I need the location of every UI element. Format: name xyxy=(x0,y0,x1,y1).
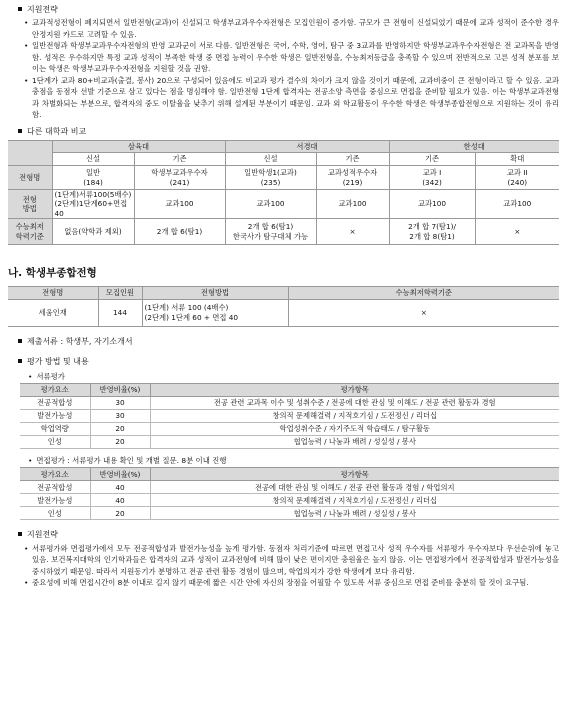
section-title: 나. 학생부종합전형 xyxy=(8,267,97,280)
table-cell: 인성 xyxy=(20,507,90,520)
compare-heading: 다른 대학과 비교 xyxy=(18,126,559,138)
column-header: 수능최저학력기준 xyxy=(288,286,559,299)
list-item: • 교과적성전형이 폐지되면서 일반전형(교과)이 신설되고 학생부교과우수자전형은 모집인원이 증가함. 규모가 큰 전형이 신설되었기 때문에 교과 성적이 준수한 경우 안정지원 카드로 고려할 수 있음. xyxy=(24,17,559,40)
evaluation-heading: 평가 방법 및 내용 xyxy=(18,356,559,368)
comparison-table xyxy=(8,140,559,245)
table-cell: 교과100 xyxy=(134,190,225,219)
doc-eval-table xyxy=(20,383,559,449)
university-header: 한성대 xyxy=(389,141,559,153)
strategy-list xyxy=(8,17,559,120)
table-cell: 교과100 xyxy=(316,190,389,219)
table-row xyxy=(20,494,559,507)
table-cell: 2개 합 7(탐1)/ 2개 합 8(탐1) xyxy=(389,219,475,245)
list-item: • 서류평가와 면접평가에서 모두 전공적합성과 발전가능성을 높게 평가함. 동점자 처리기준에 따르면 면접고사 성적 우수자를 서류평가 우수자보다 우선순위에 놓고 있음. 보건복지대학의 인기학과들은 합격자의 교과 성적이 교과전형에 비해 많이 낮은 편이지만 충원율은 높지 않음. 이는 면접평가에서 전공적합성과 발전가능성을 중시하였기 때문임. 따라서 지원동기가 분명하고 전공 관련 활동 경험이 많으며, 학업의지가 강한 학생에게 보다 유리함. xyxy=(24,543,559,577)
interview-eval-label: • 면접평가 : 서류평가 내용 확인 및 개별 질문. 8분 이내 진행 xyxy=(28,455,559,466)
table-cell: 전공적합성 xyxy=(20,481,90,494)
university-header: 서경대 xyxy=(225,141,389,153)
table-cell: 교과 II (240) xyxy=(475,166,559,190)
square-bullet-icon xyxy=(18,7,22,11)
subtype-header: 신설 xyxy=(225,153,316,166)
table-cell: 2개 합 6(탐1) xyxy=(134,219,225,245)
table-cell: 30 xyxy=(90,396,150,409)
subtype-header: 신설 xyxy=(52,153,134,166)
column-header: 평가항목 xyxy=(150,468,559,481)
table-cell: 학업성취수준 / 자기주도적 학습태도 / 탐구활동 xyxy=(150,422,559,435)
table-cell: 일반 (184) xyxy=(52,166,134,190)
table-cell: 20 xyxy=(90,422,150,435)
list-item: • 중요성에 비해 면접시간이 8분 이내로 길지 않기 때문에 짧은 시간 안에 자신의 장점을 어필할 수 있도록 서류 중심으로 면접 준비를 충분히 할 것이 요구됨. xyxy=(24,577,559,588)
table-row xyxy=(8,219,559,245)
table-cell: 세움인재 xyxy=(8,299,98,326)
table-cell: 교과100 xyxy=(475,190,559,219)
table-row xyxy=(20,422,559,435)
docs-heading: 제출서류 : 학생부, 자기소개서 xyxy=(18,336,559,348)
list-item: • 일반전형과 학생부교과우수자전형의 반영 교과군이 서로 다름. 일반전형은 국어, 수학, 영어, 탐구 중 3교과를 반영하지만 학생부교과우수자전형은 전 교과목을 반영함. 성적은 우수하지만 특정 교과 성적이 부족한 학생 중 면접 능력이 우수한 학생은 일반전형을, 수능최저등급을 충족할 수 있으며 전반적으로 고른 성적 분포를 보이는 학생은 학생부교과우수자전형을 지원할 것을 권함. xyxy=(24,40,559,74)
strategy-heading: 지원전략 xyxy=(18,4,559,16)
strategy2-heading: 지원전략 xyxy=(18,529,559,541)
row-label: 수능최저 학력기준 xyxy=(8,219,52,245)
table-cell xyxy=(8,141,52,166)
table-cell: 144 xyxy=(98,299,142,326)
table-cell: 인성 xyxy=(20,435,90,448)
table-cell: × xyxy=(475,219,559,245)
table-cell: 20 xyxy=(90,435,150,448)
doc-eval-label: • 서류평가 xyxy=(28,371,559,382)
column-header: 평가요소 xyxy=(20,383,90,396)
table-cell: 창의적 문제해결력 / 지적호기심 / 도전정신 / 리더십 xyxy=(150,409,559,422)
table-cell: 2개 합 6(탐1) 한국사가 탐구대체 가능 xyxy=(225,219,316,245)
square-bullet-icon xyxy=(18,359,22,363)
table-row xyxy=(8,190,559,219)
row-label: 전형명 xyxy=(8,166,52,190)
subtype-header: 기존 xyxy=(389,153,475,166)
table-row xyxy=(20,481,559,494)
column-header: 전형명 xyxy=(8,286,98,299)
subtype-header: 기존 xyxy=(134,153,225,166)
table-cell: 40 xyxy=(90,481,150,494)
table-cell: 창의적 문제해결력 / 지적호기심 / 도전정신 / 리더십 xyxy=(150,494,559,507)
table-cell: 교과 I (342) xyxy=(389,166,475,190)
table-cell: 발전가능성 xyxy=(20,494,90,507)
table-cell: (1단계)서류100(5배수) (2단계)1단계60+면접40 xyxy=(52,190,134,219)
column-header: 모집인원 xyxy=(98,286,142,299)
table-cell: (1단계) 서류 100 (4배수) (2단계) 1단계 60 + 면접 40 xyxy=(142,299,288,326)
table-row xyxy=(8,166,559,190)
table-cell: 발전가능성 xyxy=(20,409,90,422)
column-header: 평가요소 xyxy=(20,468,90,481)
table-row xyxy=(20,409,559,422)
table-cell: 학생부교과우수자 (241) xyxy=(134,166,225,190)
column-header: 평가항목 xyxy=(150,383,559,396)
column-header: 반영비율(%) xyxy=(90,383,150,396)
table-cell: 전공 관련 교과목 이수 및 성취수준 / 전공에 대한 관심 및 이해도 / 전공 관련 활동과 경험 xyxy=(150,396,559,409)
table-row xyxy=(20,507,559,520)
table-cell: × xyxy=(288,299,559,326)
table-cell: 전공적합성 xyxy=(20,396,90,409)
admission-table xyxy=(8,286,559,327)
table-cell: 교과성적우수자 (219) xyxy=(316,166,389,190)
table-cell: 일반학생1(교과) (235) xyxy=(225,166,316,190)
table-cell: 20 xyxy=(90,507,150,520)
table-cell: 협업능력 / 나눔과 배려 / 성실성 / 봉사 xyxy=(150,507,559,520)
table-cell: 교과100 xyxy=(389,190,475,219)
table-cell: 30 xyxy=(90,409,150,422)
list-item: • 1단계가 교과 80+비교과(출결, 봉사) 20으로 구성되어 있음에도 비교과 평가 결수의 차이가 크지 않을 것이기 때문에, 교과비중이 큰 전형이라고 할 수 있음. 교과 충점을 동점자 선발 기준으로 삼고 있다는 점을 명심해야 함. 일반전형 1단계 합격자는 전공소양 측면을 중심으로 면접을 준비할 필요가 있음. 이는 학생부교과전형과 차별화되는 부분으로, 합격자의 중도 이탈율을 낮추기 위해 설계된 부분이기 때문임. 교과 외 학교활동이 우수한 학생은 학생부종합전형으로 지원하는 것이 유리함. xyxy=(24,75,559,121)
table-cell: 협업능력 / 나눔과 배려 / 성실성 / 봉사 xyxy=(150,435,559,448)
row-label: 전형 방법 xyxy=(8,190,52,219)
subtype-header: 확대 xyxy=(475,153,559,166)
column-header: 반영비율(%) xyxy=(90,468,150,481)
table-cell: 없음(약학과 제외) xyxy=(52,219,134,245)
table-cell: × xyxy=(316,219,389,245)
table-cell: 40 xyxy=(90,494,150,507)
subtype-header: 기존 xyxy=(316,153,389,166)
strategy2-list xyxy=(8,543,559,589)
square-bullet-icon xyxy=(18,129,22,133)
table-row xyxy=(20,396,559,409)
table-cell: 학업역량 xyxy=(20,422,90,435)
column-header: 전형방법 xyxy=(142,286,288,299)
table-cell: 교과100 xyxy=(225,190,316,219)
square-bullet-icon xyxy=(18,339,22,343)
table-cell: 전공에 대한 관심 및 이해도 / 전공 관련 활동과 경험 / 학업의지 xyxy=(150,481,559,494)
square-bullet-icon xyxy=(18,532,22,536)
interview-eval-table xyxy=(20,467,559,520)
university-header: 삼육대 xyxy=(52,141,225,153)
table-row xyxy=(20,435,559,448)
